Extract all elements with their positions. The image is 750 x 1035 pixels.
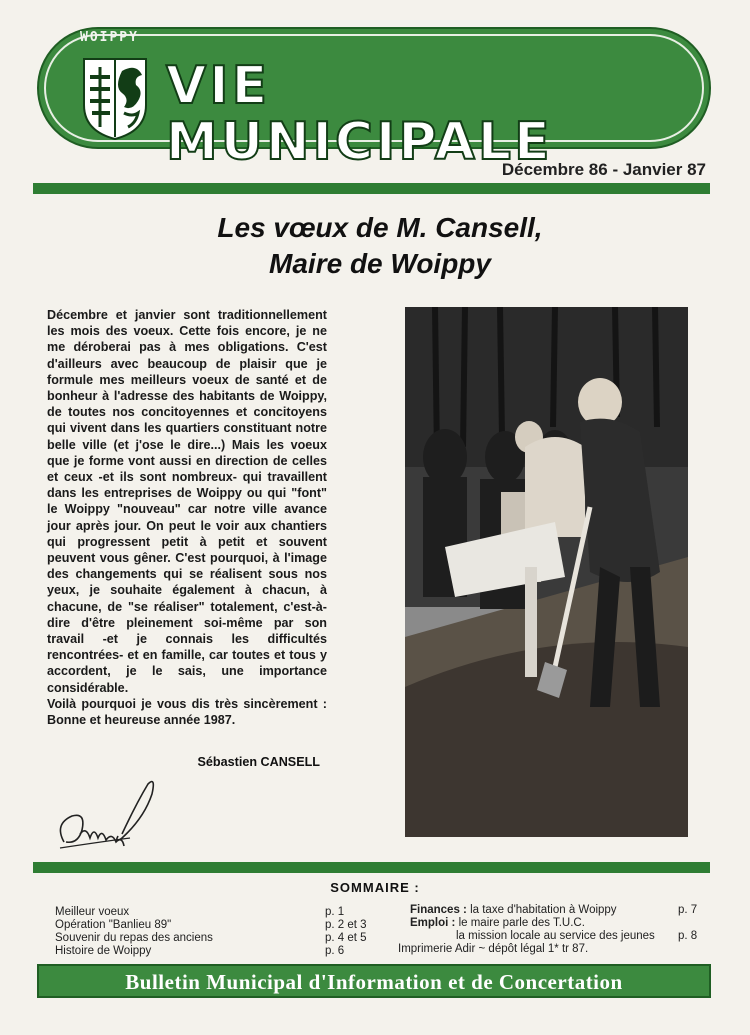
photo-mayor-planting-tree <box>405 307 688 837</box>
toc-page: p. 2 et 3 <box>325 919 367 931</box>
masthead-title: VIE MUNICIPALE <box>166 56 553 172</box>
toc-item: Souvenir du repas des anciens <box>55 932 213 944</box>
toc-item: la mission locale au service des jeunes <box>456 930 655 942</box>
headline <box>80 210 680 282</box>
toc-page: p. 6 <box>325 945 345 957</box>
woippy-crest-icon <box>80 55 150 141</box>
town-name: WOIPPY <box>80 30 139 45</box>
toc-item: Opération "Banlieu 89" <box>55 919 172 931</box>
handwritten-signature-icon <box>50 772 170 862</box>
toc-page: p. 7 <box>678 904 698 916</box>
footer-banner <box>37 964 711 998</box>
toc-item: Emploi : le maire parle des T.U.C. <box>410 917 585 929</box>
letter-paragraph-1: Décembre et janvier sont traditionnellement les mois des voeux. Cette fois encore, je ne me déroberai pas à mes obligations. C'est d'ailleurs avec beaucoup de plaisir que je formule mes meilleurs voeux de santé et de bonheur à l'adresse des habitants de Woippy, de toutes nos concitoyennes et concitoyens qui vivent dans les quartiers constituant notre belle ville (et j'ose le dire...) Mais les voeux que je forme vont aussi en direction de celles et ceux -et ils sont nombreux- qui travaillent dans les entreprises de Woippy ou qui "font" le Woippy "nouveau" car notre ville avance jour après jour. On peut le voir aux chantiers qui progressent petit à petit et souvent peuvent vous gêner. C'est pourquoi, à l'image des changements qui se réalisent sous nos yeux, je souhaite également à chacun, à chacune, de "se réaliser" totalement, c'est-à-dire d'être pleinement soi-même par son travail -et je connais les difficultés rencontrées- et en famille, car toutes et tous y accordent, je le sais, une importance considérable. <box>47 308 327 695</box>
issue-date: Décembre 86 - Janvier 87 <box>501 160 706 179</box>
letter-paragraph-2: Voilà pourquoi je vous dis très sincèrement : Bonne et heureuse année 1987. <box>47 696 327 728</box>
bottom-divider <box>33 862 710 873</box>
top-divider <box>33 183 710 194</box>
toc-page: p. 4 et 5 <box>325 932 367 944</box>
printer-legal-notice: Imprimerie Adir ~ dépôt légal 1* tr 87. <box>398 943 589 955</box>
headline-line-1: Les vœux de M. Cansell, <box>217 212 543 243</box>
toc-item: Meilleur voeux <box>55 906 130 918</box>
sommaire-title: SOMMAIRE : <box>330 880 420 895</box>
mayor-letter <box>47 307 327 728</box>
toc-item: Finances : la taxe d'habitation à Woippy <box>410 904 617 916</box>
toc-item: Histoire de Woippy <box>55 945 152 957</box>
signatory-name: Sébastien CANSELL <box>197 755 320 769</box>
toc-page: p. 1 <box>325 906 345 918</box>
toc-page: p. 8 <box>678 930 698 942</box>
footer-text: Bulletin Municipal d'Information et de Concertation <box>125 970 623 994</box>
headline-line-2: Maire de Woippy <box>269 248 491 279</box>
